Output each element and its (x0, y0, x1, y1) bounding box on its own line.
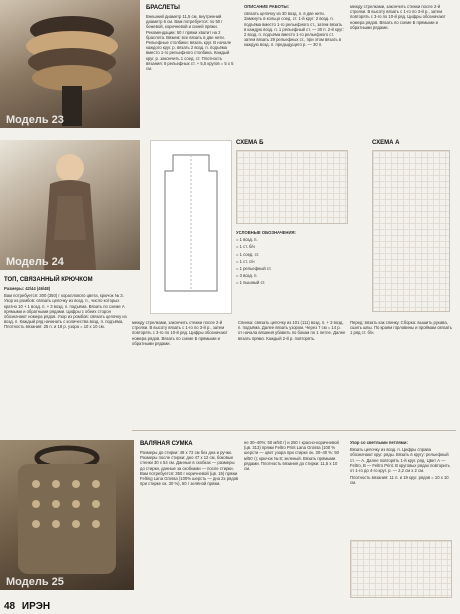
top-text: Вам потребуется: 300 (350) г кораллового цвета, крючок № 3. Узор из ромбов: связать цепочку из возд. п., число которых кратно 10 + 1 возд. п. + 3 возд. п. подъёма. Вязать по схеме А прямыми и обратными рядами. Цифры с обеих сторон обозначают номера рядов. Узор из ромбов: связать цепочку из возд. п. Каждый ряд начинать с количества возд. п. подъёма, Плотность вязания: 25 п. и 18 р. узора = 10 х 10 см. (4, 293, 127, 330)
bag-title: ВАЛЯНАЯ СУМКА (140, 441, 193, 447)
legend-item: = 1 соед. ст. (236, 251, 260, 257)
bag-density: Плотность вязания: 11 п. и 19 круг. рядов = 10 х 10 см. (350, 475, 449, 486)
model-illustration (0, 140, 140, 270)
bracelets-text: Внешний диаметр 11,5 см, внутренний диаметр 6 см. Вам потребуется: по 50 г бежевой, коричневой и синей пряжи. Рекомендации: 50 г пряжи хватит на 2 браслета. Вяжем: все вязать в две нити. Рельефные столбики: вязать круг. В начале каждого круг. р. вязать 2 возд. п. подъёма вместо 1-го рельефного столбика. Каждый круг. р. закончить 1 соед. ст. Плотность вязания: 8 рельефных ст. + 5,5 кругов = 5 х 5 см. (146, 14, 234, 72)
description-text: связать цепочку из 30 возд. п. в две нити. Замкнуть в кольцо соед. ст. 1-й круг: 2 возд. п. подъёма вместо 1-го рельефного ст., затем вязать в каждую возд. п. 1 рельефный ст. — 30 п. 2-й круг: 2 возд. п. подъёма вместо 1-го рельефного ст. затем вязать 29 рельефных ст., при этом вязать в каждую возд. п. предыдущего р. — 30 п. (244, 11, 344, 48)
description-section (244, 4, 344, 50)
photo-model-23 (0, 0, 140, 128)
legend (236, 230, 356, 288)
bag-continued-text: не 30–40%: 50 м/50 г) и 250 г красно-коричневой (цв. 313) пряжи Feltro Print Lana Grossa (100 % шерсти — цвет узора при стирке ок. 30–40 %: 50 м/50 г); крючок № 8; зеленый. Вязать прямыми рядами. Плотность вязания до стирки: 11,5 х 10 см. (244, 440, 339, 472)
scheme-b-title: СХЕМА Б (236, 140, 264, 146)
scheme-b-grid (236, 150, 348, 224)
top-title: ТОП, СВЯЗАННЫЙ КРЮЧКОМ (4, 277, 93, 283)
photo-model-25 (0, 440, 134, 590)
bracelets-title: БРАСЛЕТЫ (146, 5, 180, 11)
bracelet-illustration (0, 0, 140, 128)
legend-item: = 1 возд. п. (236, 237, 258, 243)
magazine-name: ИРЭН (21, 601, 51, 612)
bag-pattern-text: Вязать цепочку из возд. п. Цифры справа обозначают круг. ряды. Вязать в кругу: рельефный ст. — А. Далее повторять 1-й круг. ряд. Цвет А — Feltro, В — Feltro Print. В круговых рядах повторить от 1-го до 4-го круг. р. — 2,2 см х 2 см. (350, 447, 450, 474)
bag-text: Размеры до стирки: 48 х 72 см без дна и ручки. Размеры после стирки: дно 47 х 12 см, боковые стенки 30 х 54 см. Данные в скобках — размеры до стирки, данные за скобками — после стирки. Вам потребуется: 350 г коричневой (цв. 15) пряжи Felting Lana Grossa (100% шерсть — дна 2х рядов при стирке ок. 30 %), 50 г зелёной пряжи. (140, 450, 239, 487)
page-footer (4, 601, 50, 612)
front-text: Перед: вязать как спинку. Сборка: вышить рукава, сшить швы. По краям горловины и проймам связать 1 ряд ст. б/н. (350, 320, 452, 336)
bag-continued (244, 440, 344, 473)
middle-column (132, 320, 236, 348)
top-sizes: Размеры: 42/44 (46/48) (4, 286, 51, 291)
model-23-label: Модель 23 (6, 114, 64, 126)
bag-pattern-title: Узор со светлыми петлями: (350, 440, 408, 445)
scheme-a-title: СХЕМА А (372, 140, 400, 146)
middle-text: между стрелками, закончить стежки после 2-й стрелки. В высоту вязать с 1-го по 3-й р., затем повторять с 3-го по 10-й ряд. Цифры обозначают номера рядов. Вязать по схеме Б прямыми и обратными рядами. (132, 320, 228, 346)
legend-item: = 1 ст. б/н (236, 244, 255, 250)
description-continued (350, 4, 454, 32)
legend-title: УСЛОВНЫЕ ОБОЗНАЧЕНИЯ: (236, 230, 296, 235)
legend-item: = 3 возд. п. (236, 273, 258, 279)
legend-item: = 1 рельефный ст. (236, 266, 272, 272)
legend-item: = 1 ст. с/н (236, 258, 255, 264)
section-divider (132, 430, 456, 431)
model-24-label: Модель 24 (6, 256, 64, 268)
bag-scheme-grid (350, 540, 452, 598)
legend-item: = 1 пышный ст. (236, 280, 266, 286)
description-continued-text: между стрелками, закончить стежки после 2-й стрелки. В высоту вязать с 1-го по 3-й р., затем повторять с 3-го по 10-й ряд. Цифры обозначают номера рядов. Вязать по схеме Б прямыми и обратными рядами. (350, 4, 446, 30)
back-column (238, 320, 346, 343)
bag-section (140, 440, 240, 488)
top-pattern-drawing (151, 141, 231, 313)
front-column (350, 320, 454, 338)
model-25-label: Модель 25 (6, 576, 64, 588)
top-section (4, 276, 128, 332)
back-text: Спинка: связать цепочку из 101 (111) возд. п. + 3 возд. п. подъёма. Далее вязать узором. Через 7 см = 14 р. от начала вязания убавить по бокам по 1 петле. Далее вязать прямо. Каждый 2-й р. повторять. (238, 320, 346, 341)
scheme-a-grid (372, 150, 450, 312)
photo-model-24 (0, 140, 140, 270)
bracelets-section (146, 4, 238, 73)
bag-pattern (350, 440, 454, 488)
page-number: 48 (4, 601, 16, 612)
bag-illustration (0, 440, 134, 590)
top-schematic (150, 140, 232, 314)
description-title: ОПИСАНИЕ РАБОТЫ: (244, 4, 289, 9)
